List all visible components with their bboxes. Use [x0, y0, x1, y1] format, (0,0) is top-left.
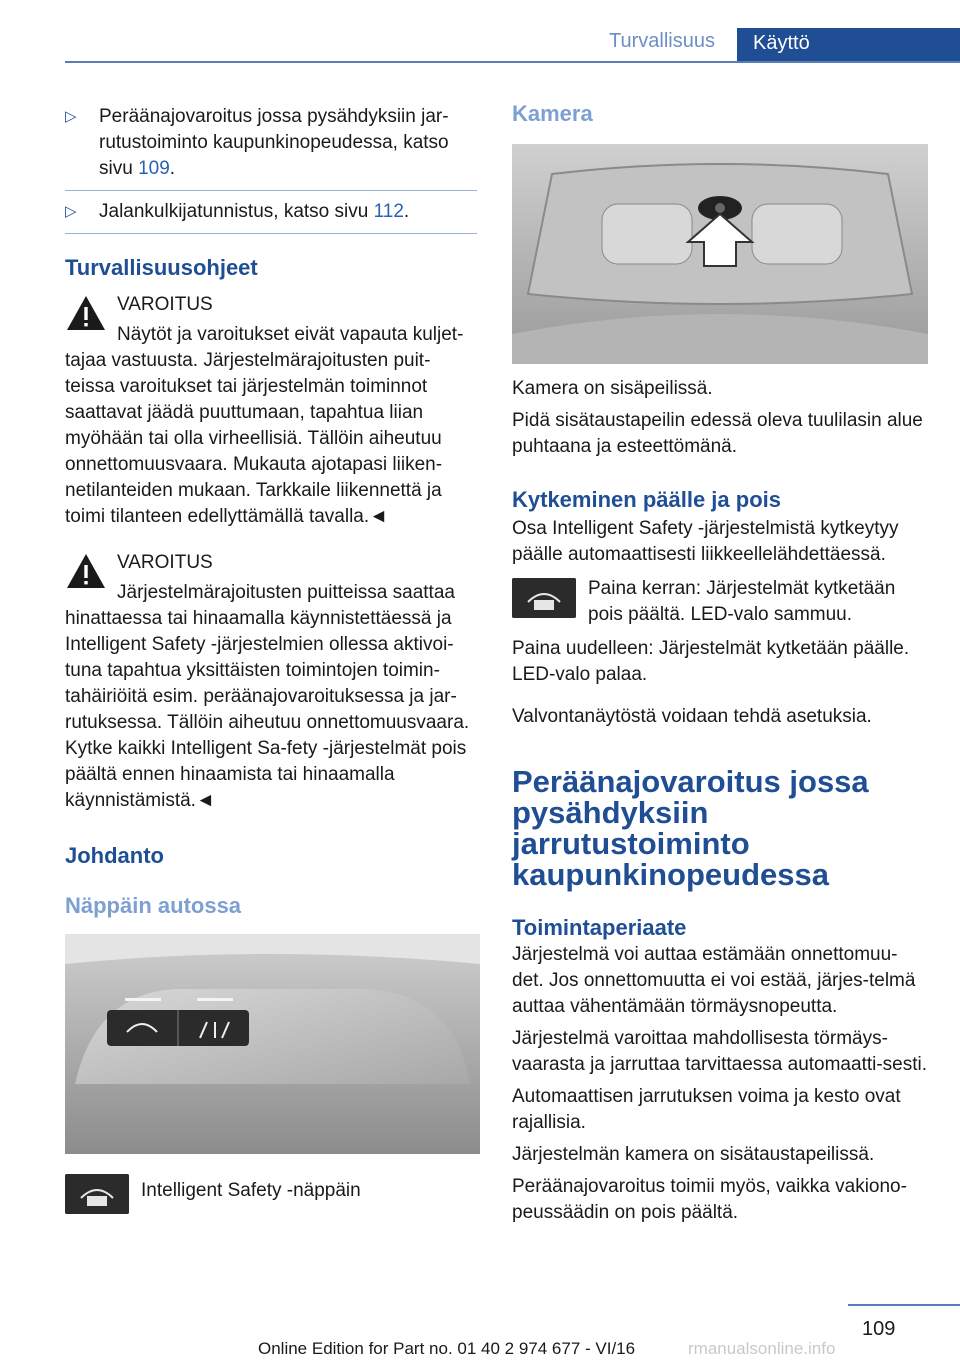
principle-paragraph: Automaattisen jarrutuksen voima ja kesto ovat rajallisia. — [512, 1086, 901, 1133]
button-caption: Intelligent Safety -näppäin — [141, 1180, 361, 1201]
header-section: Turvallisuus — [609, 30, 715, 52]
bullet-end: . — [169, 158, 176, 179]
divider — [65, 190, 477, 191]
warning-first-line: Järjestelmärajoitusten puitteissa saattaa — [117, 582, 455, 603]
page-number: 109 — [862, 1318, 896, 1340]
switch-heading: Kytkeminen päälle ja pois — [512, 487, 781, 512]
principle-paragraph: Järjestelmä voi auttaa estämään onnettomuu-det. Jos onnettomuutta ei voi estää, järjes-telmä auttaa vähentämään törmäysnopeutta. — [512, 944, 916, 1017]
principle-heading: Toimintaperiaate — [512, 915, 687, 940]
warning-title: VAROITUS — [117, 552, 213, 573]
camera-paragraph: Kamera on sisäpeilissä. — [512, 378, 713, 399]
warning-title: VAROITUS — [117, 294, 213, 315]
principle-paragraph: Peräänajovaroitus toimii myös, vaikka vakiono-peussäädin on pois päältä. — [512, 1176, 907, 1223]
header-rule — [65, 61, 960, 63]
safety-heading: Turvallisuusohjeet — [65, 255, 258, 280]
intelligent-safety-icon — [512, 578, 576, 618]
switch-paragraph: Paina uudelleen: Järjestelmät kytketään päälle. LED-valo palaa. — [512, 638, 910, 685]
triangle-bullet-icon: ▷ — [65, 108, 77, 125]
page-link[interactable]: 109 — [138, 158, 170, 179]
camera-paragraph: Pidä sisätaustapeilin edessä oleva tuulilasin alue puhtaana ja esteettömänä. — [512, 410, 923, 457]
divider — [65, 233, 477, 234]
page-link[interactable]: 112 — [373, 201, 404, 222]
bullet-end: . — [403, 201, 410, 222]
right-column — [512, 100, 928, 1226]
warning-triangle-icon — [65, 552, 107, 590]
bullet-text: Jalankulkijatunnistus, katso sivu — [99, 201, 374, 222]
intelligent-safety-icon — [65, 1174, 129, 1214]
switch-icon-text: Paina kerran: Järjestelmät kytketään pois päältä. LED-valo sammuu. — [588, 578, 896, 625]
footer-rule — [848, 1304, 960, 1306]
switch-icon-row — [512, 576, 928, 628]
principle-paragraph: Järjestelmä varoittaa mahdollisesta törmäys-vaarasta ja jarruttaa tarvittaessa automaatti-sesti. — [512, 1028, 928, 1075]
header-tab: Käyttö — [737, 28, 960, 63]
principle-paragraph: Järjestelmän kamera on sisätaustapeilissä. — [512, 1144, 875, 1165]
left-column — [65, 104, 477, 1204]
watermark: rmanualsonline.info — [688, 1339, 836, 1358]
warning-body: tajaa vastuusta. Järjestelmärajoitusten puit-teissa varoitukset tai järjestelmän toiminnot saattavat jäädä puuttumaan, tapahtua liian myöhään tai olla virheellisiä. Tällöin aiheutuu onnettomuusvaara. Mukauta ajotapasi liiken-netilanteiden mukaan. Tarkkaile liikennettä ja toimi tilanteen edellyttämällä tavalla.◄ — [65, 350, 443, 527]
warning-triangle-icon — [65, 294, 107, 332]
camera-heading: Kamera — [512, 101, 593, 126]
list-item — [65, 199, 477, 225]
bullet-text: Peräänajovaroitus jossa pysähdyksiin jar-rutustoiminto kaupunkinopeudessa, katso sivu — [99, 106, 449, 179]
button-panel-photo — [65, 934, 480, 1154]
warning-box — [65, 292, 477, 530]
warning-first-line: Näytöt ja varoitukset eivät vapauta kuljet- — [117, 324, 464, 345]
list-item — [65, 104, 477, 182]
switch-paragraph: Valvontanäytöstä voidaan tehdä asetuksia. — [512, 706, 872, 727]
switch-paragraph: Osa Intelligent Safety -järjestelmistä kytkeytyy päälle automaattisesti liikkeellelähdettäessä. — [512, 518, 899, 565]
buttons-heading: Näppäin autossa — [65, 893, 242, 918]
intro-heading: Johdanto — [65, 843, 164, 868]
camera-photo — [512, 144, 928, 364]
warning-body: hinattaessa tai hinaamalla käynnistettäessä ja Intelligent Safety -järjestelmien ollessa aktivoi-tuna tapahtua yksittäisten toimintojen toimin-tahäiriöitä esim. peräänajovaroituksessa ja jar-rutuksessa. Tällöin aiheutuu onnettomuusvaara. Kytke kaikki Intelligent Sa-fety -järjestelmät pois päältä ennen hinaamista tai hinaamalla käynnistämistä.◄ — [65, 608, 470, 811]
edition-text: Online Edition for Part no. 01 40 2 974 677 - VI/16 — [258, 1339, 636, 1358]
button-caption-row — [65, 1172, 477, 1204]
main-heading: Peräänajovaroitus jossa pysähdyksiin jarrutustoiminto kaupunkinopeudessa — [512, 764, 869, 892]
triangle-bullet-icon: ▷ — [65, 203, 77, 220]
warning-box — [65, 550, 477, 814]
